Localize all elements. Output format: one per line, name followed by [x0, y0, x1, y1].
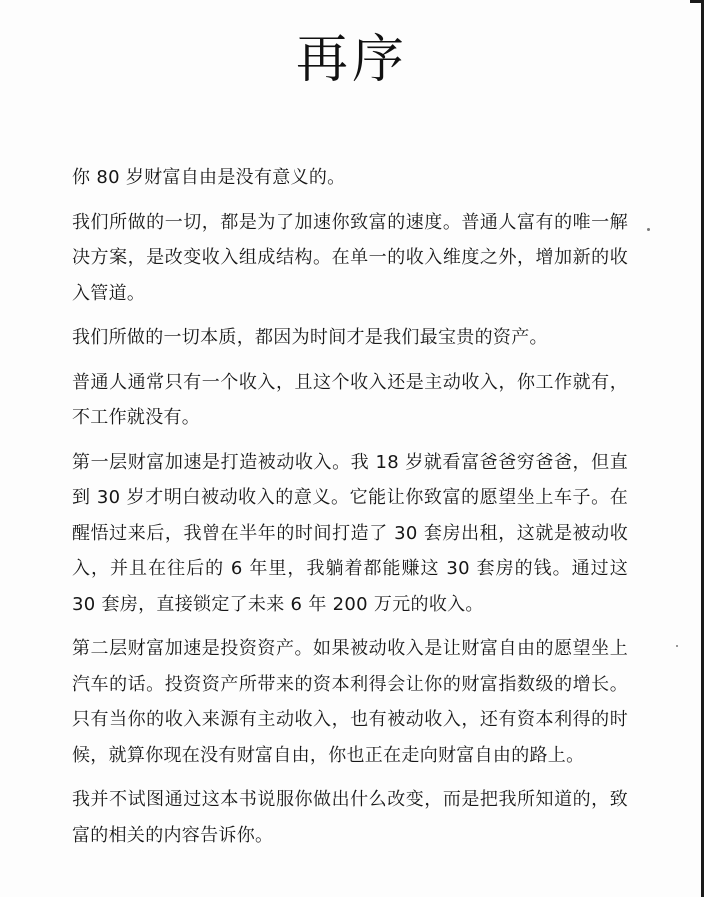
- paragraph-3: 我们所做的一切本质，都因为时间才是我们最宝贵的资产。: [72, 327, 548, 348]
- document-body: [72, 160, 628, 862]
- scan-edge-top: [690, 0, 704, 3]
- paragraph-1: 你 80 岁财富自由是没有意义的。: [72, 167, 346, 188]
- paragraph-7: 我并不试图通过这本书说服你做出什么改变，而是把我所知道的，致富的相关的内容告诉你。: [72, 789, 628, 846]
- scan-speck: [647, 228, 650, 231]
- paragraph-6: 第二层财富加速是投资资产。如果被动收入是让财富自由的愿望坐上汽车的话。投资资产所带来的资本利得会让你的财富指数级的增长。只有当你的收入来源有主动收入，也有被动收入，还有资本利得的时候，就算你现在没有财富自由，你也正在走向财富自由的路上。: [72, 638, 628, 766]
- scan-speck: [676, 645, 678, 647]
- paragraph-5: 第一层财富加速是打造被动收入。我 18 岁就看富爸爸穷爸爸，但直到 30 岁才明白被动收入的意义。它能让你致富的愿望坐上车子。在醒悟过来后，我曾在半年的时间打造了 30 套房出租，这就是被动收入，并且在往后的 6 年里，我躺着都能赚这 30 套房的钱。通过这 30 套房，直接锁定了未来 6 年 200 万元的收入。: [72, 451, 628, 615]
- document-title: 再序: [295, 30, 408, 90]
- paragraph-2: 我们所做的一切，都是为了加速你致富的速度。普通人富有的唯一解决方案，是改变收入组成结构。在单一的收入维度之外，增加新的收入管道。: [72, 211, 628, 304]
- paragraph-4: 普通人通常只有一个收入，且这个收入还是主动收入，你工作就有，不工作就没有。: [72, 371, 628, 428]
